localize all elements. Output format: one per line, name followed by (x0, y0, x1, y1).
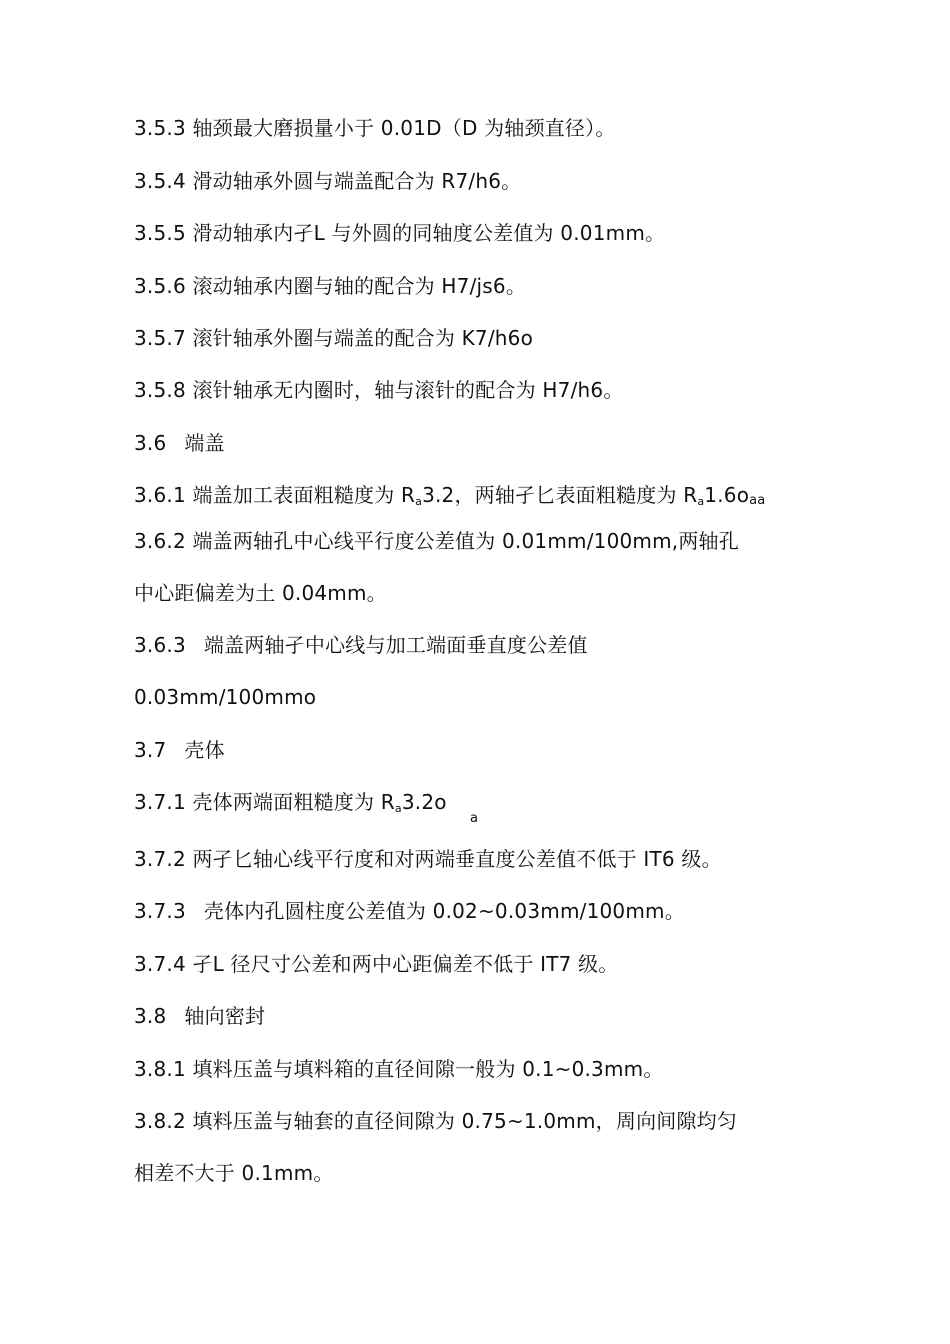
clause-3-8-1 (134, 1056, 664, 1082)
clause-number: 3.5.5 (134, 221, 186, 245)
clause-text: 中心距偏差为土 0.04mm。 (134, 581, 387, 605)
subscript: a (415, 495, 423, 508)
clause-number: 3.5.8 (134, 378, 186, 402)
clause-number: 3.5.4 (134, 169, 186, 193)
trailing-subscript: aa (749, 493, 766, 508)
clause-number: 3.7.2 (134, 847, 186, 871)
clause-text: 滑动轴承内孑L 与外圆的同轴度公差值为 0.01mm。 (192, 221, 666, 245)
clause-text-part: 3.2o (401, 790, 447, 814)
clause-text: 相差不大于 0.1mm。 (134, 1161, 334, 1185)
section-heading-3-6 (134, 430, 225, 456)
clause-3-5-6 (134, 273, 526, 299)
clause-text: 端盖两轴孑中心线与加工端面垂直度公差值 (203, 633, 588, 657)
clause-3-7-3 (134, 898, 685, 924)
clause-number: 3.5.6 (134, 274, 186, 298)
clause-number: 3.8.2 (134, 1109, 186, 1133)
clause-3-6-3 (134, 632, 588, 658)
clause-number: 3.7.1 (134, 790, 186, 814)
clause-text: 孑L 径尺寸公差和两中心距偏差不低于 IT7 级。 (192, 952, 619, 976)
clause-3-5-7 (134, 325, 533, 351)
clause-text-part: 壳体两端面粗糙度为 R (192, 790, 395, 814)
clause-3-5-5 (134, 220, 665, 246)
clause-text: 0.03mm/100mmo (134, 685, 317, 709)
section-number: 3.6 (134, 431, 167, 455)
clause-number: 3.7.3 (134, 899, 186, 923)
clause-number: 3.8.1 (134, 1057, 186, 1081)
loose-subscript: a (470, 811, 478, 826)
section-title: 壳体 (184, 738, 225, 762)
clause-number: 3.5.3 (134, 116, 186, 140)
subscript: a (394, 802, 402, 815)
clause-text: 滚针轴承无内圈时，轴与滚针的配合为 H7/h6。 (192, 378, 624, 402)
clause-3-6-2-continued (134, 580, 387, 606)
clause-number: 3.7.4 (134, 952, 186, 976)
clause-3-6-1 (134, 482, 765, 515)
section-title: 端盖 (184, 431, 225, 455)
clause-3-5-3 (134, 115, 616, 141)
clause-text-part: 1.6o (704, 483, 750, 507)
clause-text: 滚动轴承内圈与轴的配合为 H7/js6。 (192, 274, 527, 298)
clause-text: 两孑匕轴心线平行度和对两端垂直度公差值不低于 IT6 级。 (192, 847, 722, 871)
clause-text: 填料压盖与填料箱的直径间隙一般为 0.1~0.3mm。 (192, 1057, 664, 1081)
clause-text: 轴颈最大磨损量小于 0.01D（D 为轴颈直径）。 (192, 116, 616, 140)
clause-text: 滚针轴承外圈与端盖的配合为 K7/h6o (192, 326, 534, 350)
clause-number: 3.6.2 (134, 529, 186, 553)
clause-3-8-2-continued (134, 1160, 334, 1186)
clause-3-5-4 (134, 168, 521, 194)
clause-text: 滑动轴承外圆与端盖配合为 R7/h6。 (192, 169, 522, 193)
subscript: a (697, 495, 705, 508)
clause-3-7-4 (134, 951, 619, 977)
clause-3-7-1 (134, 789, 447, 822)
section-title: 轴向密封 (184, 1004, 266, 1028)
clause-3-6-3-continued (134, 684, 316, 710)
section-heading-3-7 (134, 737, 225, 763)
clause-3-6-2 (134, 528, 739, 554)
clause-number: 3.6.1 (134, 483, 186, 507)
clause-3-7-2 (134, 846, 722, 872)
clause-number: 3.5.7 (134, 326, 186, 350)
section-heading-3-8 (134, 1003, 265, 1029)
section-number: 3.7 (134, 738, 167, 762)
clause-3-5-8 (134, 377, 624, 403)
clause-text: 壳体内孔圆柱度公差值为 0.02~0.03mm/100mm。 (203, 899, 685, 923)
clause-3-8-2 (134, 1108, 737, 1134)
clause-text: 填料压盖与轴套的直径间隙为 0.75~1.0mm，周向间隙均匀 (192, 1109, 738, 1133)
clause-text: 端盖两轴孔中心线平行度公差值为 0.01mm/100mm,两轴孔 (192, 529, 739, 553)
clause-number: 3.6.3 (134, 633, 186, 657)
clause-text-part: 3.2，两轴孑匕表面粗糙度为 R (422, 483, 698, 507)
section-number: 3.8 (134, 1004, 167, 1028)
clause-text-part: 端盖加工表面粗糙度为 R (192, 483, 416, 507)
